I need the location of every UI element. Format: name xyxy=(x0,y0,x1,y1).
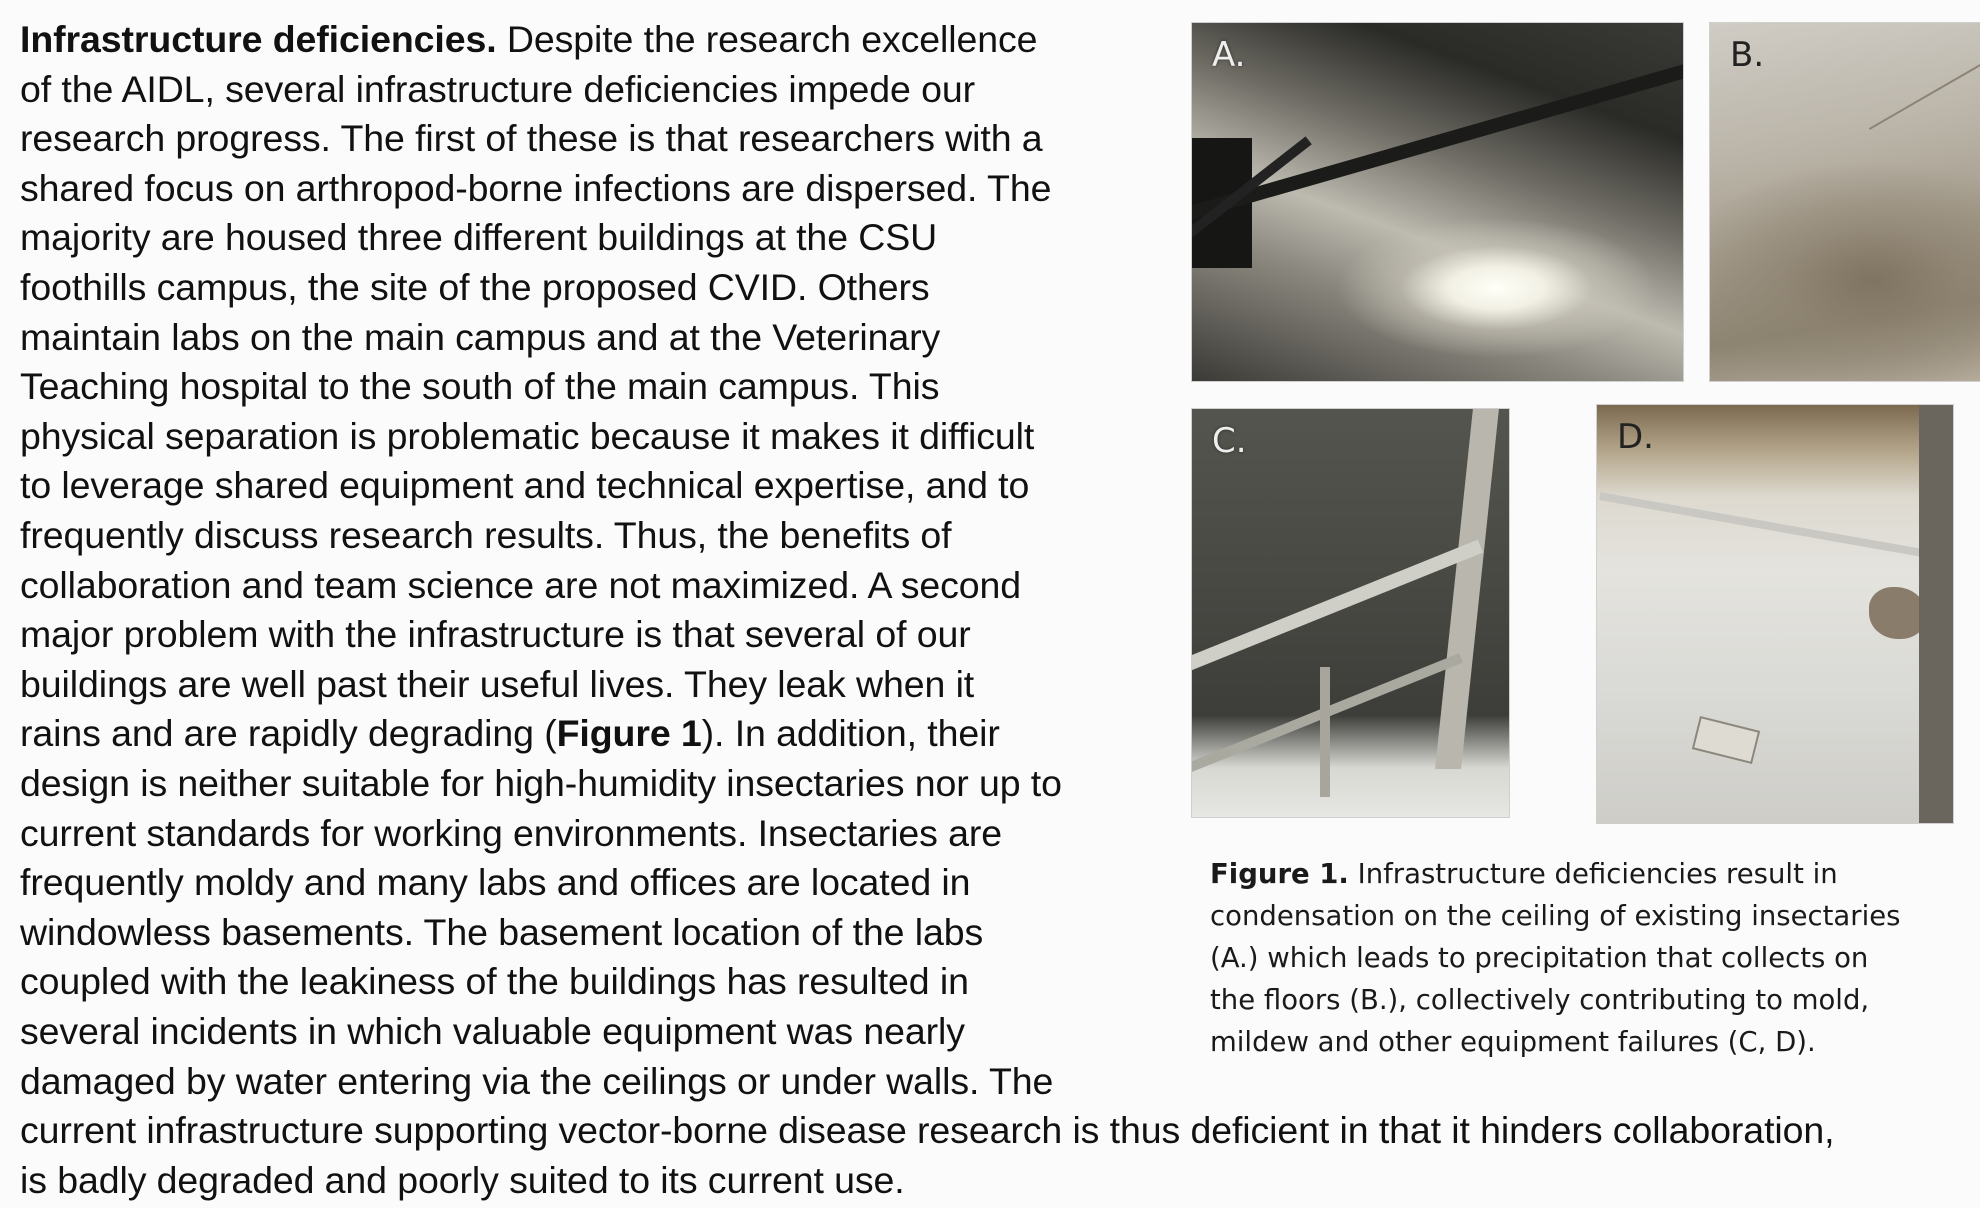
figure-caption-line-1 xyxy=(1210,853,1930,895)
paragraph-line-15 xyxy=(20,708,1000,758)
figure-photo-floor-precipitation xyxy=(1709,22,1980,382)
paragraph-line-13: major problem with the infrastructure is that several of our xyxy=(20,613,971,655)
figure-caption-line-4: the floors (B.), collectively contributing to mold, xyxy=(1210,984,1870,1016)
figure-caption-line-2: condensation on the ceiling of existing insectaries xyxy=(1210,900,1901,932)
paragraph-line-4: shared focus on arthropod-borne infections are dispersed. The xyxy=(20,167,1052,209)
figure-photo-equipment-failure xyxy=(1596,404,1954,824)
floor-crack xyxy=(1869,58,1980,130)
paragraph-line-19: windowless basements. The basement location of the labs xyxy=(20,911,984,953)
caption-heading: Figure 1. xyxy=(1210,858,1349,890)
paragraph-line-17: current standards for working environments. Insectaries are xyxy=(20,812,1003,854)
paragraph-line-2: of the AIDL, several infrastructure deficiencies impede our xyxy=(20,68,976,110)
paragraph-line-9: physical separation is problematic because it makes it difficult xyxy=(20,415,1035,457)
panel-label-a: A. xyxy=(1212,35,1246,75)
paragraph-line-12: collaboration and team science are not maximized. A second xyxy=(20,564,1022,606)
ceiling-beam xyxy=(1191,43,1684,227)
paragraph-line-10: to leverage shared equipment and technical expertise, and to xyxy=(20,464,1030,506)
cabinet-side xyxy=(1919,405,1953,823)
paragraph-text: ). In addition, their xyxy=(701,712,1000,754)
paragraph-line-11: frequently discuss research results. Thus, the benefits of xyxy=(20,514,952,556)
paragraph-line-22: damaged by water entering via the ceilings or under walls. The xyxy=(20,1060,1054,1102)
paragraph-line-7: maintain labs on the main campus and at the Veterinary xyxy=(20,316,941,358)
paragraph-line-3: research progress. The first of these is that researchers with a xyxy=(20,117,1043,159)
panel-label-b: B. xyxy=(1730,35,1765,75)
cabinet-edge xyxy=(1599,492,1951,562)
lead-heading: Infrastructure deficiencies. xyxy=(20,18,497,60)
paragraph-line-23: current infrastructure supporting vector-borne disease research is thus deficient in that it hinders collaboration, xyxy=(20,1109,1835,1151)
paragraph-line-5: majority are housed three different buildings at the CSU xyxy=(20,216,938,258)
panel-label-d: D. xyxy=(1617,417,1654,457)
figure-photo-ceiling-condensation xyxy=(1191,22,1684,382)
paragraph-line-21: several incidents in which valuable equipment was nearly xyxy=(20,1010,965,1052)
paragraph-line-18: frequently moldy and many labs and offices are located in xyxy=(20,861,971,903)
paragraph-line-16: design is neither suitable for high-humidity insectaries nor up to xyxy=(20,762,1062,804)
paragraph-line-20: coupled with the leakiness of the buildings has resulted in xyxy=(20,960,969,1002)
paragraph-text: Despite the research excellence xyxy=(496,18,1038,60)
caption-text: Infrastructure deficiencies result in xyxy=(1348,858,1838,890)
figure-reference: Figure 1 xyxy=(556,712,702,754)
figure-caption-line-5: mildew and other equipment failures (C, D). xyxy=(1210,1026,1816,1058)
paragraph-text: rains and are rapidly degrading ( xyxy=(20,712,557,754)
panel-label-c: C. xyxy=(1212,421,1247,461)
paragraph-line-14: buildings are well past their useful lives. They leak when it xyxy=(20,663,975,705)
paragraph-line-24: is badly degraded and poorly suited to its current use. xyxy=(20,1159,905,1201)
door-frame xyxy=(1435,409,1499,769)
paragraph-line-8: Teaching hospital to the south of the main campus. This xyxy=(20,365,940,407)
metal-post xyxy=(1320,667,1330,797)
paragraph-line-6: foothills campus, the site of the proposed CVID. Others xyxy=(20,266,930,308)
figure-caption-line-3: (A.) which leads to precipitation that collects on xyxy=(1210,942,1869,974)
figure-photo-moldy-wall xyxy=(1191,408,1510,818)
equipment-tag xyxy=(1692,716,1760,764)
metal-rail xyxy=(1191,540,1483,673)
paragraph-line-1 xyxy=(20,14,1037,64)
